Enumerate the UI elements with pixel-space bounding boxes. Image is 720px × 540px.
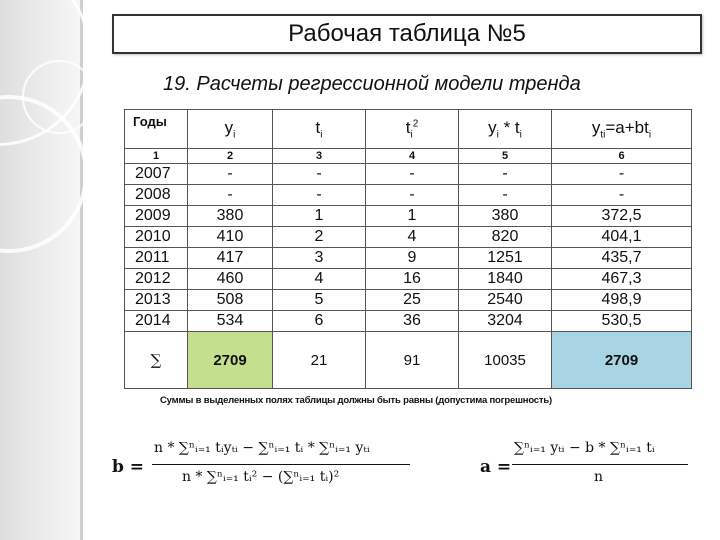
year-cell: 2007	[125, 164, 188, 185]
slide-title: Рабочая таблица №5	[288, 20, 526, 47]
table-cell: -	[552, 185, 692, 206]
table-cell: 380	[188, 206, 273, 227]
column-header: Годы	[125, 110, 188, 149]
formula-b-lhs: b =	[112, 457, 145, 477]
table-cell: -	[188, 185, 273, 206]
table-cell: 9	[366, 248, 459, 269]
table-cell: 16	[366, 269, 459, 290]
table-row	[125, 206, 692, 227]
formula-b-denominator: n * ∑ⁿᵢ₌₁ tᵢ² − (∑ⁿᵢ₌₁ tᵢ)²	[182, 469, 340, 485]
table-row	[125, 248, 692, 269]
year-cell: 2011	[125, 248, 188, 269]
table-cell: -	[459, 185, 552, 206]
table-cell: 460	[188, 269, 273, 290]
table-cell: 417	[188, 248, 273, 269]
year-cell: 2008	[125, 185, 188, 206]
table-cell: 410	[188, 227, 273, 248]
fraction-bar	[512, 464, 688, 465]
column-index-row	[125, 149, 692, 164]
table-cell: 498,9	[552, 290, 692, 311]
table-cell: 1251	[459, 248, 552, 269]
year-cell: 2012	[125, 269, 188, 290]
table-cell: 6	[273, 311, 366, 332]
sigma-icon: ∑	[125, 332, 188, 389]
table-cell: 467,3	[552, 269, 692, 290]
table-cell: -	[459, 164, 552, 185]
formula-b	[112, 440, 412, 500]
table-row	[125, 185, 692, 206]
table-cell: -	[188, 164, 273, 185]
table-note: Суммы в выделенных полях таблицы должны быть равны (допустима погрешность)	[160, 395, 552, 406]
table-row	[125, 164, 692, 185]
table-cell: 6	[552, 149, 692, 164]
table-cell: -	[366, 164, 459, 185]
year-cell: 2014	[125, 311, 188, 332]
decorative-side-panel	[0, 0, 83, 540]
column-header: $y_{ti}=a+bt_i$	[552, 110, 692, 149]
year-cell: 2013	[125, 290, 188, 311]
table-cell: 1840	[459, 269, 552, 290]
table-cell: 820	[459, 227, 552, 248]
column-header: $t_i$	[273, 110, 366, 149]
slide-title-box	[112, 14, 702, 54]
table-cell: 404,1	[552, 227, 692, 248]
slide-subtitle: 19. Расчеты регрессионной модели тренда	[163, 73, 581, 95]
sum-cell: 21	[273, 332, 366, 389]
year-cell: 2010	[125, 227, 188, 248]
table-row	[125, 311, 692, 332]
formula-a-denominator: n	[594, 469, 604, 485]
table-cell: -	[273, 185, 366, 206]
table-cell: 3204	[459, 311, 552, 332]
table-row	[125, 290, 692, 311]
table-cell: 2	[188, 149, 273, 164]
sum-cell-highlighted: 2709	[552, 332, 692, 389]
table-cell: 380	[459, 206, 552, 227]
fraction-bar	[152, 464, 410, 465]
table-cell: 36	[366, 311, 459, 332]
table-cell: 25	[366, 290, 459, 311]
table-cell: 5	[273, 290, 366, 311]
table-cell: 4	[366, 149, 459, 164]
table-row	[125, 227, 692, 248]
table-cell: -	[273, 164, 366, 185]
sum-row	[125, 332, 692, 389]
sum-cell: 10035	[459, 332, 552, 389]
table-cell: 1	[125, 149, 188, 164]
column-header: $y_i$	[188, 110, 273, 149]
table-cell: 1	[273, 206, 366, 227]
formula-a	[480, 440, 700, 500]
formula-a-numerator: ∑ⁿᵢ₌₁ yₜᵢ − b * ∑ⁿᵢ₌₁ tᵢ	[514, 440, 655, 456]
table-row	[125, 269, 692, 290]
table-cell: 534	[188, 311, 273, 332]
formula-a-lhs: a =	[480, 457, 512, 477]
table-cell: 530,5	[552, 311, 692, 332]
formula-b-numerator: n * ∑ⁿᵢ₌₁ tᵢyₜᵢ − ∑ⁿᵢ₌₁ tᵢ * ∑ⁿᵢ₌₁ yₜᵢ	[154, 440, 370, 456]
decorative-circle	[22, 60, 96, 134]
table-cell: 4	[273, 269, 366, 290]
table-cell: 3	[273, 248, 366, 269]
table-cell: -	[366, 185, 459, 206]
table-header-row	[125, 110, 692, 149]
year-cell: 2009	[125, 206, 188, 227]
table-cell: 2540	[459, 290, 552, 311]
regression-table	[124, 109, 692, 389]
table-cell: 435,7	[552, 248, 692, 269]
table-cell: 4	[366, 227, 459, 248]
column-header: $t_i^2$	[366, 110, 459, 149]
table-cell: 372,5	[552, 206, 692, 227]
table-cell: 3	[273, 149, 366, 164]
table-cell: -	[552, 164, 692, 185]
column-header: $y_i * t_i$	[459, 110, 552, 149]
table-cell: 2	[273, 227, 366, 248]
table-cell: 5	[459, 149, 552, 164]
sum-cell-highlighted: 2709	[188, 332, 273, 389]
table-cell: 1	[366, 206, 459, 227]
table-cell: 508	[188, 290, 273, 311]
sum-cell: 91	[366, 332, 459, 389]
